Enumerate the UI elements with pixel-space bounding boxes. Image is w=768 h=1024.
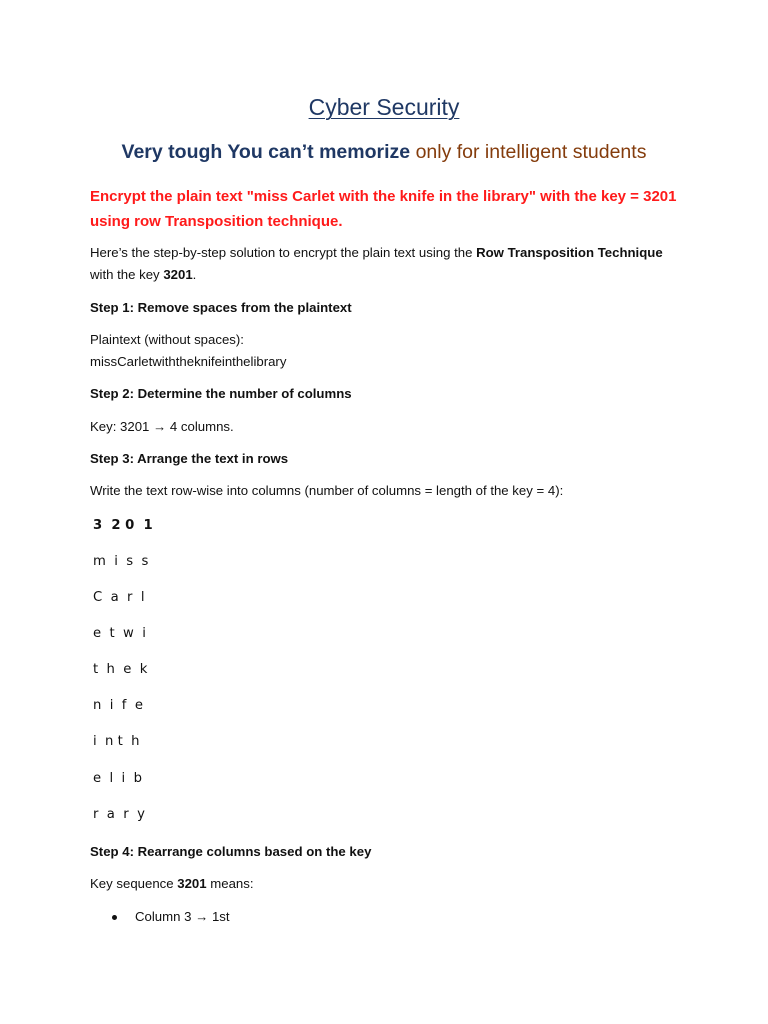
- step4-bold-key: 3201: [177, 876, 207, 891]
- subtitle: [0, 141, 768, 164]
- grid-row: r a r y: [93, 807, 145, 822]
- grid-row: e l i b: [93, 771, 142, 786]
- grid-key-row: 3 2 0 1: [93, 518, 153, 533]
- step4-heading: Step 4: Rearrange columns based on the key: [90, 844, 372, 859]
- step4-text-2: means:: [206, 876, 254, 891]
- list-item-label: Column 3 → 1st: [135, 909, 230, 924]
- intro-text-2: with the key: [90, 267, 164, 282]
- step3-heading: Step 3: Arrange the text in rows: [90, 451, 289, 466]
- step2-heading: Step 2: Determine the number of columns: [90, 386, 352, 401]
- step1-line-1: Plaintext (without spaces):: [90, 332, 244, 347]
- step4-line-1: [90, 873, 680, 895]
- document-title: Cyber Security: [308, 94, 460, 120]
- grid-row: m i s s: [93, 554, 149, 569]
- step2-line-1: Key: 3201 → 4 columns.: [90, 419, 234, 434]
- intro-paragraph: [90, 242, 680, 286]
- intro-text-1: Here’s the step-by-step solution to encrypt the plain text using the: [90, 245, 477, 260]
- grid-row: t h e k: [93, 662, 148, 677]
- question-text: Encrypt the plain text "miss Carlet with the knife in the library" with the key = 3201 using row Transposition technique.: [90, 188, 677, 230]
- step1-heading: Step 1: Remove spaces from the plaintext: [90, 300, 352, 315]
- subtitle-part-2: only for intelligent students: [415, 141, 647, 163]
- intro-bold-key: 3201: [163, 267, 193, 282]
- intro-bold-technique: Row Transposition Technique: [476, 245, 663, 260]
- step4-text-1: Key sequence: [90, 876, 178, 891]
- grid-row: n i f e: [93, 698, 143, 713]
- grid-row: C a r l: [93, 590, 145, 605]
- step1-line-2: missCarletwiththeknifeinthelibrary: [90, 354, 287, 369]
- subtitle-part-1: Very tough You can’t memorize: [121, 141, 411, 163]
- bullet-icon: [112, 915, 117, 920]
- grid-row: i n t h: [93, 734, 140, 749]
- list-item: [112, 906, 230, 928]
- bullet-list: [112, 906, 230, 928]
- grid-row: e t w i: [93, 626, 146, 641]
- step3-line-1: Write the text row-wise into columns (number of columns = length of the key = 4):: [90, 483, 564, 498]
- intro-text-3: .: [192, 267, 197, 282]
